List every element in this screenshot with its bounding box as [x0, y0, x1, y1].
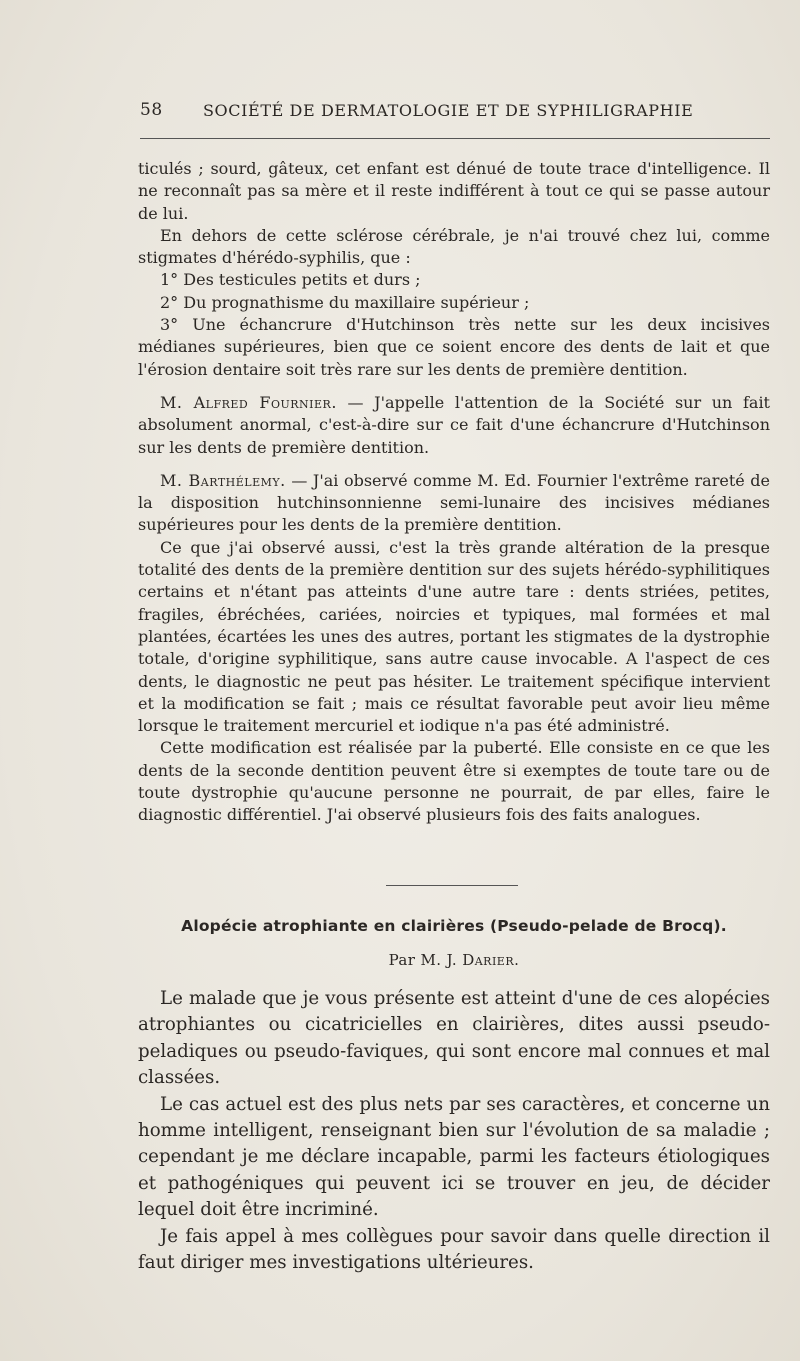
author-line	[138, 951, 770, 969]
speaker-name: M. Barthélemy.	[160, 470, 286, 490]
page-number: 58	[140, 100, 163, 120]
speaker-paragraph	[138, 470, 770, 537]
speaker-paragraph	[138, 392, 770, 459]
section-separator	[386, 885, 518, 886]
paragraph: ticulés ; sourd, gâteux, cet enfant est dénué de toute trace d'intelligence. Il ne reconnaît pas sa mère et il reste indifférent à tout ce qui se passe autour de lui.	[138, 159, 770, 223]
running-title: SOCIÉTÉ DE DERMATOLOGIE ET DE SYPHILIGRAPHIE	[203, 101, 694, 120]
header-rule	[140, 138, 770, 139]
author-prefix: Par M. J.	[388, 951, 458, 969]
author-name: Darier.	[462, 951, 520, 969]
list-item: 3° Une échancrure d'Hutchinson très nette sur les deux incisives médianes supérieures, bien que ce soient encore des dents de lait et que l'érosion dentaire soit très rare sur les dents de première dentition.	[138, 315, 770, 379]
speaker-text: — J'ai observé comme M. Ed. Fournier l'extrême rareté de la disposition hutchinsonnienne semi-lunaire des incisives médianes supérieures pour les dents de la première dentition.	[138, 470, 771, 535]
list-item: 2° Du prognathisme du maxillaire supérieur ;	[160, 292, 530, 312]
article-2-body	[138, 986, 770, 1276]
paragraph: En dehors de cette sclérose cérébrale, je n'ai trouvé chez lui, comme stigmates d'hérédo-syphilis, que :	[138, 225, 770, 268]
paragraph: Le malade que je vous présente est atteint d'une de ces alopécies atrophiantes ou cicatricielles en clairières, dites aussi pseudo-peladiques ou pseudo-faviques, qui sont encore mal connues et mal classées.	[138, 988, 770, 1089]
article-1-body	[138, 158, 770, 827]
paragraph: Ce que j'ai observé aussi, c'est la très grande altération de la presque totalité des dents de la première dentition sur des sujets hérédo-syphilitiques certains et n'étant pas atteints d'une autre tare : dents striées, petites, fragiles, ébréchées, cariées, noircies et typiques, mal formées et mal plantées, écartées les unes des autres, portant les stigmates de la dystrophie totale, d'origine syphilitique, sans autre cause invocable. A l'aspect de ces dents, le diagnostic ne peut pas hésiter. Le traitement spécifique intervient et la modification se fait ; mais ce résultat favorable peut avoir lieu même lorsque le traitement mercuriel et iodique n'a pas été administré.	[138, 537, 770, 736]
list-item: 1° Des testicules petits et durs ;	[160, 270, 421, 290]
speaker-text: — J'appelle l'attention de la Société sur un fait absolument anormal, c'est-à-dire sur ce fait d'une échancrure d'Hutchinson sur les dents de première dentition.	[138, 392, 770, 457]
speaker-name: M. Alfred Fournier.	[160, 392, 337, 412]
paragraph: Le cas actuel est des plus nets par ses caractères, et concerne un homme intelligent, renseignant bien sur l'évolution de sa maladie ; cependant je me déclare incapable, parmi les facteurs étiologiques et pathogéniques qui peuvent ici se trouver en jeu, de décider lequel doit être incriminé.	[138, 1093, 770, 1221]
paragraph: Cette modification est réalisée par la puberté. Elle consiste en ce que les dents de la seconde dentition peuvent être si exemptes de toute tare ou de toute dystrophie qu'aucune personne ne pourrait, de par elles, faire le diagnostic différentiel. J'ai observé plusieurs fois des faits analogues.	[138, 738, 770, 825]
paragraph: Je fais appel à mes collègues pour savoir dans quelle direction il faut diriger mes investigations ultérieures.	[138, 1225, 770, 1274]
section-title: Alopécie atrophiante en clairières (Pseudo-pelade de Brocq).	[181, 917, 727, 935]
